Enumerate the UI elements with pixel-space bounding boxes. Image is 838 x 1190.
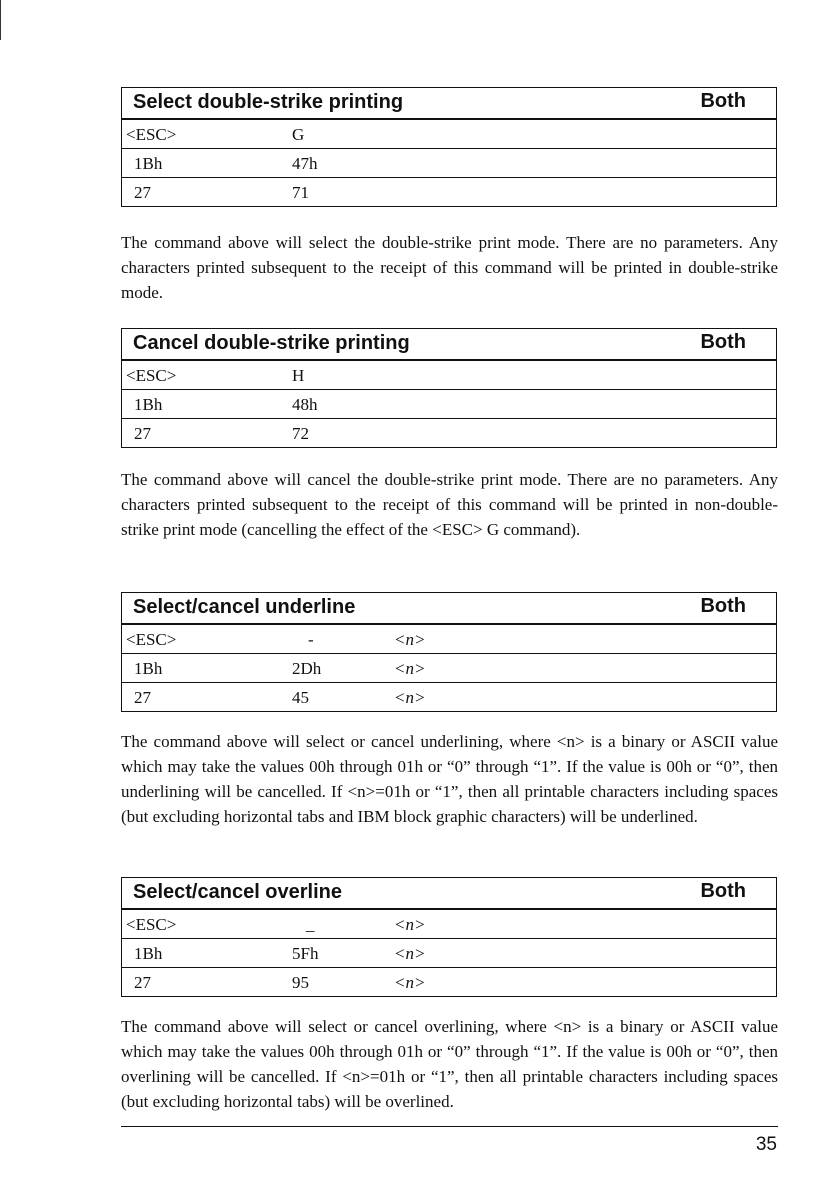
code-name: <ESC>	[126, 366, 177, 385]
command-row-hex	[122, 149, 776, 178]
code-char: -	[308, 630, 314, 649]
code-hex-char: 47h	[292, 154, 318, 173]
command-row-esc	[122, 910, 776, 939]
code-hex-char: 2Dh	[292, 659, 322, 678]
command-box-select-cancel-underline	[121, 592, 777, 712]
code-param: <n>	[394, 973, 426, 992]
code-param: <n>	[394, 688, 426, 707]
command-row-esc	[122, 625, 776, 654]
page-number: 35	[755, 1134, 777, 1155]
command-row-hex	[122, 654, 776, 683]
command-row-hex	[122, 939, 776, 968]
command-description: The command above will cancel the double-strike print mode. There are no parameters. Any characters printed subsequent to the receipt of this command will be printed in non-double-strike print mode (cancelling the effect of the <ESC> G command).	[121, 470, 778, 539]
code-param: <n>	[394, 915, 426, 934]
code-param: <n>	[394, 659, 426, 678]
command-header	[122, 593, 776, 625]
command-description: The command above will select or cancel overlining, where <n> is a binary or ASCII value which may take the values 00h through 01h or “0” through “1”. If the value is 00h or “0”, then overlining will be cancelled. If <n>=01h or “1”, then all printable characters including spaces (but excluding horizontal tabs) will be overlined.	[121, 1017, 778, 1111]
footer-rule	[121, 1126, 778, 1127]
command-mode: Both	[700, 90, 746, 112]
code-param: <n>	[394, 944, 426, 963]
code-char: G	[292, 125, 305, 144]
command-description: The command above will select the double-strike print mode. There are no parameters. Any characters printed subsequent to the receipt of this command will be printed in double-strike mode.	[121, 233, 778, 302]
command-title: Select/cancel underline	[133, 596, 356, 618]
code-hex: 1Bh	[134, 659, 163, 678]
command-box-select-double-strike	[121, 87, 777, 207]
code-name: <ESC>	[126, 915, 177, 934]
code-hex-char: 5Fh	[292, 944, 319, 963]
code-hex: 1Bh	[134, 395, 163, 414]
command-description: The command above will select or cancel underlining, where <n> is a binary or ASCII value which may take the values 00h through 01h or “0” through “1”. If the value is 00h or “0”, then underlining will be cancelled. If <n>=01h or “1”, then all printable characters including spaces (but excluding horizontal tabs and IBM block graphic characters) will be underlined.	[121, 732, 778, 826]
code-dec: 27	[134, 183, 151, 202]
code-name: <ESC>	[126, 125, 177, 144]
code-dec: 27	[134, 424, 151, 443]
command-mode: Both	[700, 331, 746, 353]
command-row-dec	[122, 683, 776, 711]
command-title: Select double-strike printing	[133, 91, 404, 113]
command-header	[122, 88, 776, 120]
command-row-hex	[122, 390, 776, 419]
command-title: Select/cancel overline	[133, 881, 343, 903]
code-hex: 1Bh	[134, 154, 163, 173]
command-row-dec	[122, 419, 776, 447]
command-box-select-cancel-overline	[121, 877, 777, 997]
code-dec: 27	[134, 973, 151, 992]
code-char: _	[306, 915, 315, 934]
command-mode: Both	[700, 880, 746, 902]
command-row-dec	[122, 178, 776, 206]
command-header	[122, 329, 776, 361]
command-row-dec	[122, 968, 776, 996]
command-row-esc	[122, 361, 776, 390]
code-dec-char: 72	[292, 424, 309, 443]
code-dec: 27	[134, 688, 151, 707]
command-mode: Both	[700, 595, 746, 617]
code-dec-char: 95	[292, 973, 309, 992]
code-char: H	[292, 366, 305, 385]
code-hex-char: 48h	[292, 395, 318, 414]
code-dec-char: 71	[292, 183, 309, 202]
code-param: <n>	[394, 630, 426, 649]
code-name: <ESC>	[126, 630, 177, 649]
code-hex: 1Bh	[134, 944, 163, 963]
scan-edge-mark	[0, 0, 1, 40]
command-box-cancel-double-strike	[121, 328, 777, 448]
command-title: Cancel double-strike printing	[133, 332, 410, 354]
command-row-esc	[122, 120, 776, 149]
command-header	[122, 878, 776, 910]
code-dec-char: 45	[292, 688, 309, 707]
